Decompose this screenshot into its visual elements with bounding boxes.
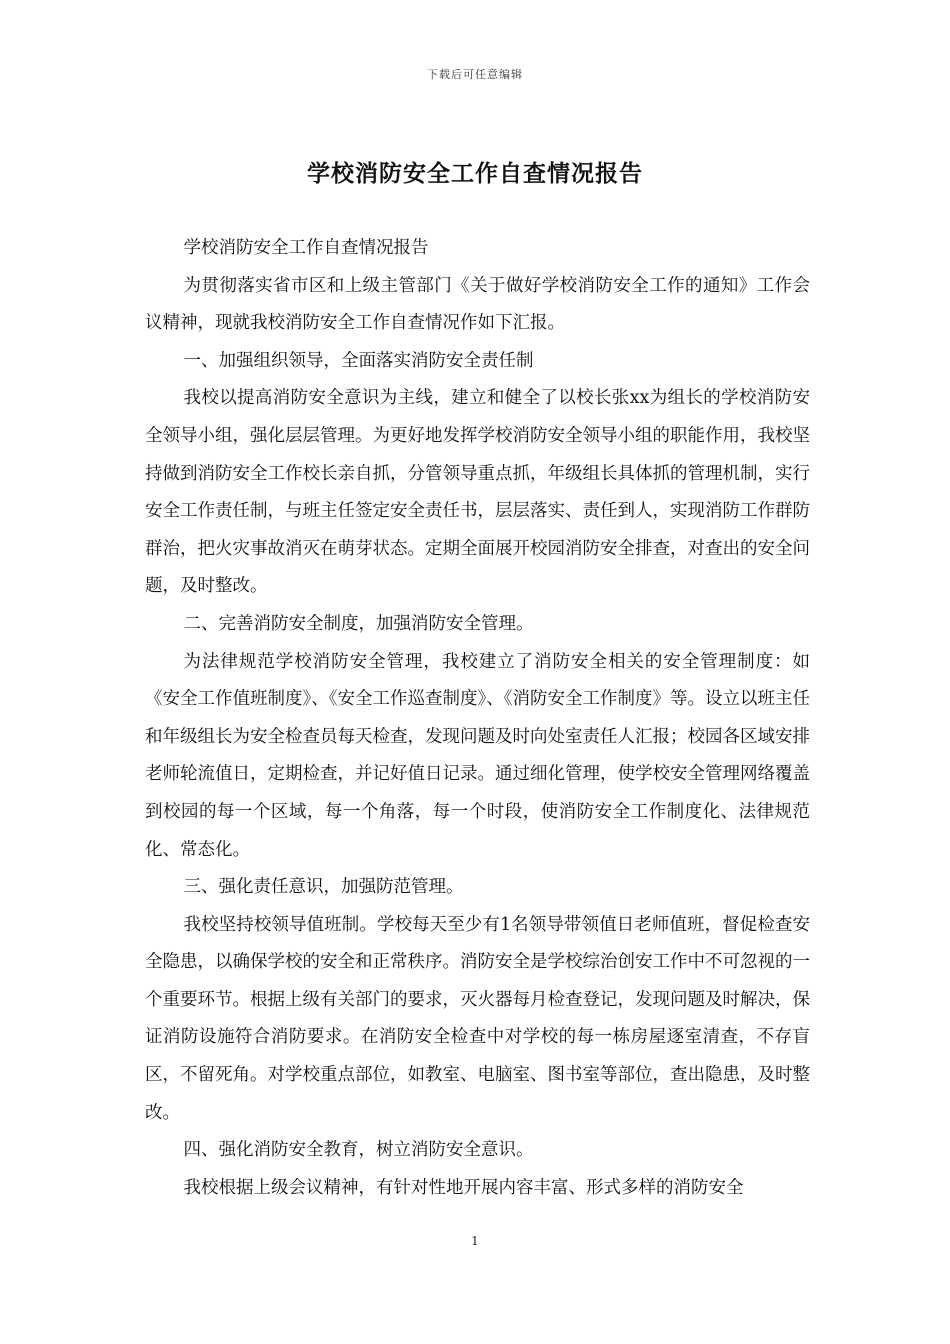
- paragraph-subtitle: 学校消防安全工作自查情况报告: [183, 238, 429, 258]
- section-heading-1: 一、加强组织领导，全面落实消防安全责任制: [183, 350, 534, 371]
- section-heading-4: 四、强化消防安全教育，树立消防安全意识。: [183, 1140, 534, 1161]
- paragraph-intro: 为贯彻落实省市区和上级主管部门《关于做好学校消防安全工作的通知》工作会议精神，现就我校消防安全工作自查情况作如下汇报。: [145, 275, 810, 334]
- document-title: 学校消防安全工作自查情况报告: [307, 160, 643, 187]
- header-note: 下载后可任意编辑: [427, 68, 523, 81]
- paragraph-section-4: 我校根据上级会议精神，有针对性地开展内容丰富、形式多样的消防安全: [183, 1177, 744, 1198]
- section-heading-3: 三、强化责任意识，加强防范管理。: [183, 877, 464, 898]
- paragraph-section-2: 为法律规范学校消防安全管理，我校建立了消防安全相关的安全管理制度：如《安全工作值班制度》、《安全工作巡查制度》、《消防安全工作制度》等。设立以班主任和年级组长为安全检查员每天检查，发现问题及时向处室责任人汇报；校园各区域安排老师轮流值日，定期检查，并记好值日记录。通过细化管理，使学校安全管理网络覆盖到校园的每一个区域，每一个角落，每一个时段，使消防安全工作制度化、法律规范化、常态化。: [145, 651, 810, 860]
- page-number: 1: [471, 1234, 479, 1248]
- document-body: [145, 230, 810, 1207]
- paragraph-section-3: 我校坚持校领导值班制。学校每天至少有1名领导带领值日老师值班，督促检查安全隐患，以确保学校的安全和正常秩序。消防安全是学校综治创安工作中不可忽视的一个重要环节。根据上级有关部门的要求，灭火器每月检查登记，发现问题及时解决，保证消防设施符合消防要求。在消防安全检查中对学校的每一栋房屋逐室清查，不存盲区，不留死角。对学校重点部位，如教室、电脑室、图书室等部位，查出隐患，及时整改。: [145, 914, 810, 1123]
- paragraph-section-1: 我校以提高消防安全意识为主线，建立和健全了以校长张xx为组长的学校消防安全领导小组，强化层层管理。为更好地发挥学校消防安全领导小组的职能作用，我校坚持做到消防安全工作校长亲自抓，分管领导重点抓，年级组长具体抓的管理机制，实行安全工作责任制，与班主任签定安全责任书，层层落实、责任到人，实现消防工作群防群治，把火灾事故消灭在萌芽状态。定期全面展开校园消防安全排查，对查出的安全问题，及时整改。: [145, 388, 810, 597]
- section-heading-2: 二、完善消防安全制度，加强消防安全管理。: [183, 613, 534, 634]
